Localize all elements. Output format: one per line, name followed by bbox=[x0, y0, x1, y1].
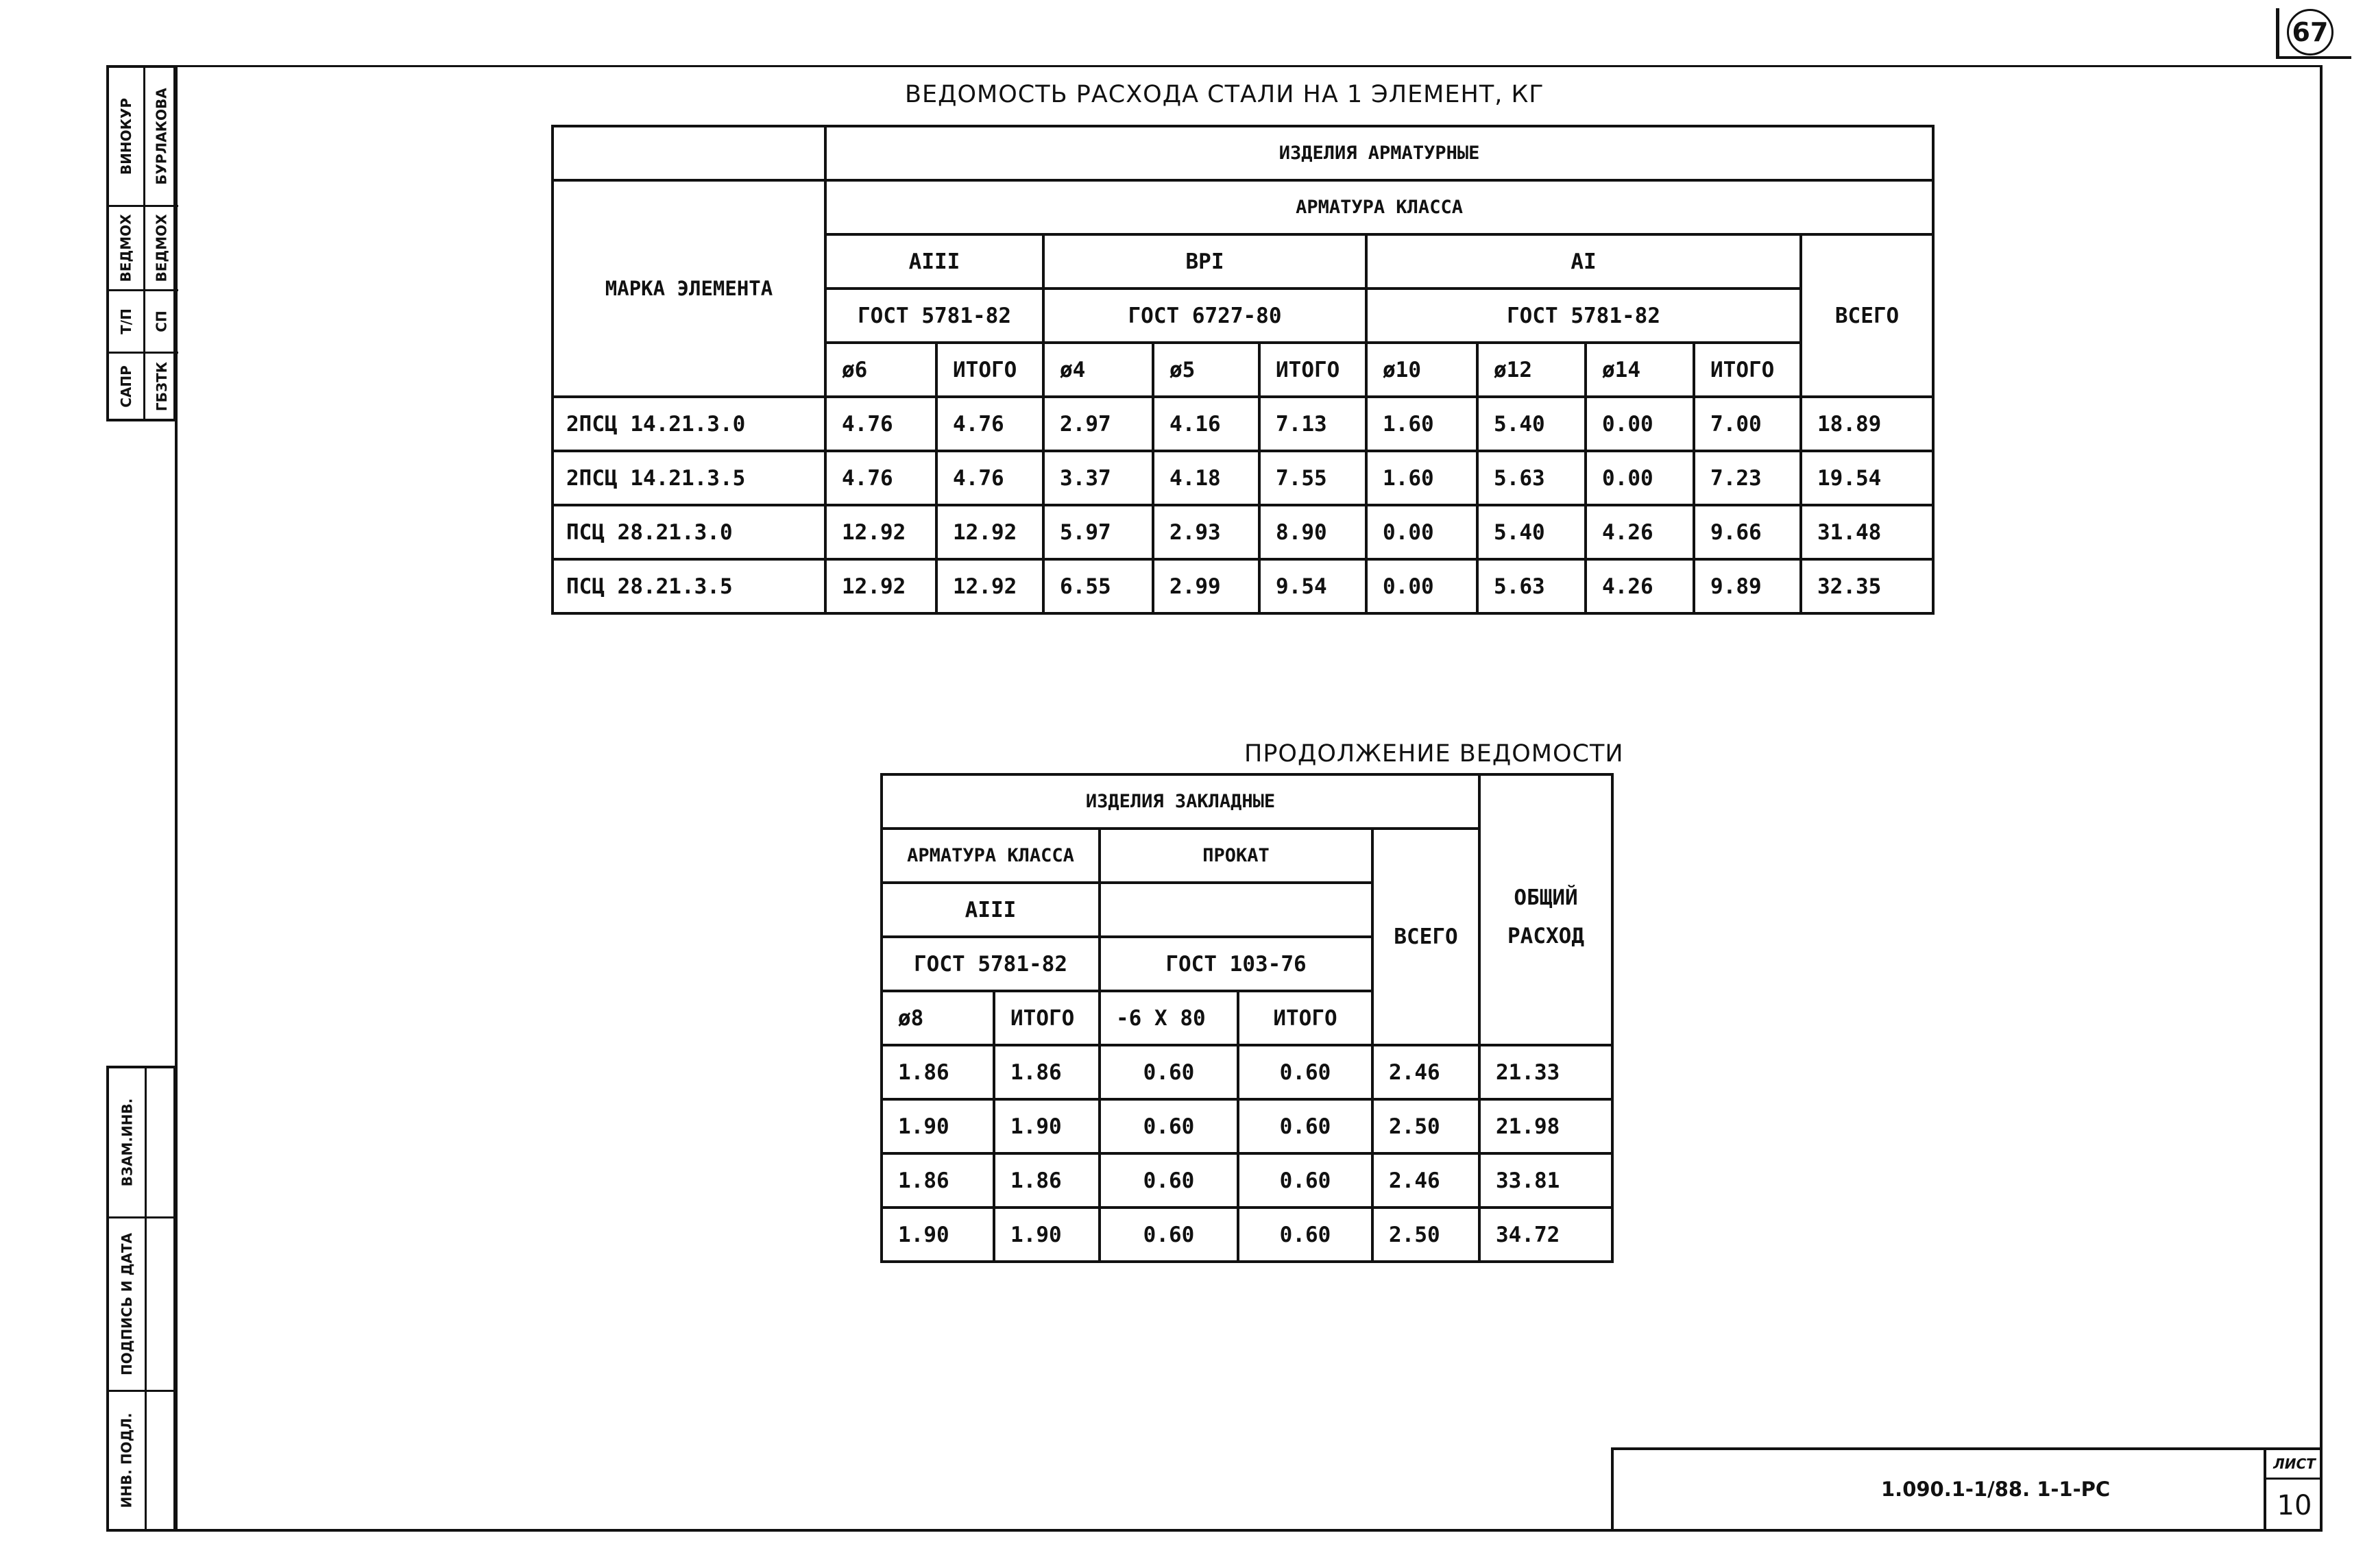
table-row bbox=[882, 1153, 1612, 1208]
table2-col-header: ИТОГО bbox=[1238, 991, 1372, 1045]
table1-mark-header: МАРКА ЭЛЕМЕНТА bbox=[553, 180, 825, 397]
stamp-cell: ВЕДМОХ bbox=[145, 205, 178, 289]
table-cell: 7.13 bbox=[1259, 397, 1366, 451]
table1-a3-header: AIII bbox=[825, 234, 1043, 289]
table-row bbox=[553, 397, 1933, 451]
table-row bbox=[882, 1208, 1612, 1262]
table-row bbox=[553, 505, 1933, 559]
table-row bbox=[882, 1099, 1612, 1153]
table-cell: 9.54 bbox=[1259, 559, 1366, 613]
table-cell: 1.90 bbox=[994, 1099, 1100, 1153]
table-cell-total: 31.48 bbox=[1801, 505, 1933, 559]
stamp-cell: СП bbox=[145, 289, 178, 352]
table1-title: ВЕДОМОСТЬ РАСХОДА СТАЛИ НА 1 ЭЛЕМЕНТ, КГ bbox=[905, 81, 1544, 108]
sheet-circle-text: 67 bbox=[2287, 9, 2333, 56]
stamp-cell: ВИНОКУР bbox=[118, 97, 134, 175]
table-cell: 6.55 bbox=[1043, 559, 1153, 613]
stamp-cell: БУРЛАКОВА bbox=[154, 88, 171, 185]
table-cell-total: 32.35 bbox=[1801, 559, 1933, 613]
table-cell: 12.92 bbox=[936, 505, 1043, 559]
table1-col-header: ø12 bbox=[1477, 343, 1586, 397]
table-cell: 2.50 bbox=[1372, 1099, 1479, 1153]
table-cell-total: 18.89 bbox=[1801, 397, 1933, 451]
table-cell-total: 21.33 bbox=[1479, 1045, 1612, 1099]
table1-col-header: ИТОГО bbox=[936, 343, 1043, 397]
signature-date-label: ПОДПИСЬ И ДАТА bbox=[109, 1216, 145, 1390]
table2-a3-header: AIII bbox=[882, 883, 1100, 937]
table-cell: 0.00 bbox=[1366, 559, 1477, 613]
table1-col-header: ИТОГО bbox=[1259, 343, 1366, 397]
table1-col-header: ø10 bbox=[1366, 343, 1477, 397]
table-cell: 4.26 bbox=[1586, 559, 1694, 613]
table-cell: 1.60 bbox=[1366, 397, 1477, 451]
inventory-stamp-values bbox=[147, 1068, 173, 1529]
table-cell-total: 21.98 bbox=[1479, 1099, 1612, 1153]
stamp-empty-cell bbox=[147, 1390, 173, 1529]
table1-class-header: АРМАТУРА КЛАССА bbox=[825, 180, 1933, 234]
table-cell: 5.40 bbox=[1477, 505, 1586, 559]
table-cell: 12.92 bbox=[825, 505, 936, 559]
table1-bp1-header: BPI bbox=[1043, 234, 1366, 289]
table-cell: 0.60 bbox=[1238, 1045, 1372, 1099]
table-cell: 4.76 bbox=[825, 397, 936, 451]
table1-total-header: ВСЕГО bbox=[1801, 234, 1933, 397]
sheet-box bbox=[2264, 1450, 2323, 1532]
table1-col-header: ø5 bbox=[1153, 343, 1259, 397]
table-cell: 7.23 bbox=[1694, 451, 1801, 505]
table-cell: 0.00 bbox=[1586, 451, 1694, 505]
element-mark: ПСЦ 28.21.3.5 bbox=[553, 559, 825, 613]
table-cell: 0.60 bbox=[1100, 1099, 1238, 1153]
table-cell: 0.00 bbox=[1366, 505, 1477, 559]
table2-rolled-header: ПРОКАТ bbox=[1100, 829, 1372, 883]
table-cell: 9.66 bbox=[1694, 505, 1801, 559]
table1-col-header: ø14 bbox=[1586, 343, 1694, 397]
table-cell: 1.86 bbox=[882, 1153, 994, 1208]
table-row bbox=[553, 451, 1933, 505]
table-cell: 2.99 bbox=[1153, 559, 1259, 613]
table-cell: 4.76 bbox=[936, 451, 1043, 505]
table-cell: 4.16 bbox=[1153, 397, 1259, 451]
table-cell: 7.55 bbox=[1259, 451, 1366, 505]
table2-overall-label: ОБЩИЙ РАСХОД bbox=[1507, 885, 1584, 948]
table2-gost-rolled: ГОСТ 103-76 bbox=[1100, 937, 1372, 991]
table-cell: 2.46 bbox=[1372, 1153, 1479, 1208]
table-cell: 4.26 bbox=[1586, 505, 1694, 559]
table2-rolled-empty bbox=[1100, 883, 1372, 937]
table-cell: 1.86 bbox=[882, 1045, 994, 1099]
table-cell: 5.63 bbox=[1477, 451, 1586, 505]
table1-products-header: ИЗДЕЛИЯ АРМАТУРНЫЕ bbox=[825, 126, 1933, 180]
table-cell: 7.00 bbox=[1694, 397, 1801, 451]
stamp-cell: ВЕДМОХ bbox=[109, 205, 143, 289]
table2-col-header: ø8 bbox=[882, 991, 994, 1045]
table2-class-header: АРМАТУРА КЛАССА bbox=[882, 829, 1100, 883]
table-cell: 3.37 bbox=[1043, 451, 1153, 505]
element-mark: 2ПСЦ 14.21.3.5 bbox=[553, 451, 825, 505]
table1-col-header: ИТОГО bbox=[1694, 343, 1801, 397]
table-cell: 0.60 bbox=[1100, 1208, 1238, 1262]
table-cell: 1.90 bbox=[882, 1208, 994, 1262]
stamp-cell: Т/П bbox=[109, 289, 143, 352]
stamp-cell: САПР bbox=[109, 352, 143, 419]
stamp-empty-cell bbox=[147, 1216, 173, 1390]
table2-overall-header bbox=[1479, 774, 1612, 1045]
table-cell-total: 34.72 bbox=[1479, 1208, 1612, 1262]
inventory-stamp-labels bbox=[109, 1068, 147, 1529]
steel-consumption-table bbox=[551, 125, 1935, 615]
inventory-stamp bbox=[106, 1066, 176, 1532]
approval-stamp bbox=[106, 65, 176, 421]
element-mark: 2ПСЦ 14.21.3.0 bbox=[553, 397, 825, 451]
table2-embedded-header: ИЗДЕЛИЯ ЗАКЛАДНЫЕ bbox=[882, 774, 1479, 829]
table-row bbox=[882, 1045, 1612, 1099]
table-cell-total: 33.81 bbox=[1479, 1153, 1612, 1208]
table1-gost-a3: ГОСТ 5781-82 bbox=[825, 289, 1043, 343]
table2-gost-a3: ГОСТ 5781-82 bbox=[882, 937, 1100, 991]
sheet-circle-number bbox=[2276, 8, 2341, 56]
table1-corner-cell bbox=[553, 126, 825, 180]
table-cell: 0.60 bbox=[1238, 1208, 1372, 1262]
table-cell: 5.40 bbox=[1477, 397, 1586, 451]
table-cell-total: 19.54 bbox=[1801, 451, 1933, 505]
stamp-empty-cell bbox=[147, 1068, 173, 1216]
table-cell: 2.97 bbox=[1043, 397, 1153, 451]
table-cell: 5.97 bbox=[1043, 505, 1153, 559]
table2-col-header: ИТОГО bbox=[994, 991, 1100, 1045]
table-cell: 4.76 bbox=[825, 451, 936, 505]
table-cell: 9.89 bbox=[1694, 559, 1801, 613]
stamp-cell: ГБЗТК bbox=[145, 352, 178, 419]
sheet-number-rule bbox=[2276, 56, 2351, 59]
table-cell: 2.46 bbox=[1372, 1045, 1479, 1099]
table-cell: 2.50 bbox=[1372, 1208, 1479, 1262]
table-cell: 1.86 bbox=[994, 1153, 1100, 1208]
table-cell: 1.60 bbox=[1366, 451, 1477, 505]
table-cell: 1.90 bbox=[994, 1208, 1100, 1262]
table-cell: 12.92 bbox=[936, 559, 1043, 613]
table-cell: 1.86 bbox=[994, 1045, 1100, 1099]
table1-gost-a1: ГОСТ 5781-82 bbox=[1366, 289, 1801, 343]
replacement-inv-label: ВЗАМ.ИНВ. bbox=[119, 1098, 135, 1187]
table-cell: 5.63 bbox=[1477, 559, 1586, 613]
table1-col-header: ø4 bbox=[1043, 343, 1153, 397]
element-mark: ПСЦ 28.21.3.0 bbox=[553, 505, 825, 559]
document-code: 1.090.1-1/88. 1-1-РС bbox=[1881, 1478, 2111, 1501]
table1-a1-header: AI bbox=[1366, 234, 1801, 289]
steel-consumption-continuation-table bbox=[880, 773, 1614, 1263]
sheet-number: 10 bbox=[2277, 1490, 2312, 1521]
table-cell: 12.92 bbox=[825, 559, 936, 613]
table-row bbox=[553, 559, 1933, 613]
table-cell: 0.60 bbox=[1100, 1153, 1238, 1208]
approval-stamp-col-1 bbox=[109, 68, 145, 419]
approval-stamp-col-2 bbox=[145, 68, 178, 419]
table-cell: 2.93 bbox=[1153, 505, 1259, 559]
table-cell: 0.60 bbox=[1238, 1099, 1372, 1153]
title-block bbox=[1611, 1447, 2323, 1532]
table-cell: 1.90 bbox=[882, 1099, 994, 1153]
table-cell: 8.90 bbox=[1259, 505, 1366, 559]
table-cell: 4.18 bbox=[1153, 451, 1259, 505]
table2-col-header: -6 Х 80 bbox=[1100, 991, 1238, 1045]
table1-gost-bp1: ГОСТ 6727-80 bbox=[1043, 289, 1366, 343]
inv-original-label: ИНВ. ПОДЛ. bbox=[109, 1390, 145, 1529]
table-cell: 0.60 bbox=[1238, 1153, 1372, 1208]
table-cell: 0.60 bbox=[1100, 1045, 1238, 1099]
sheet-label: ЛИСТ bbox=[2266, 1450, 2323, 1480]
table1-col-header: ø6 bbox=[825, 343, 936, 397]
table-cell: 0.00 bbox=[1586, 397, 1694, 451]
table2-title: ПРОДОЛЖЕНИЕ ВЕДОМОСТИ bbox=[1244, 740, 1624, 768]
table-cell: 4.76 bbox=[936, 397, 1043, 451]
table2-total-header: ВСЕГО bbox=[1372, 829, 1479, 1045]
